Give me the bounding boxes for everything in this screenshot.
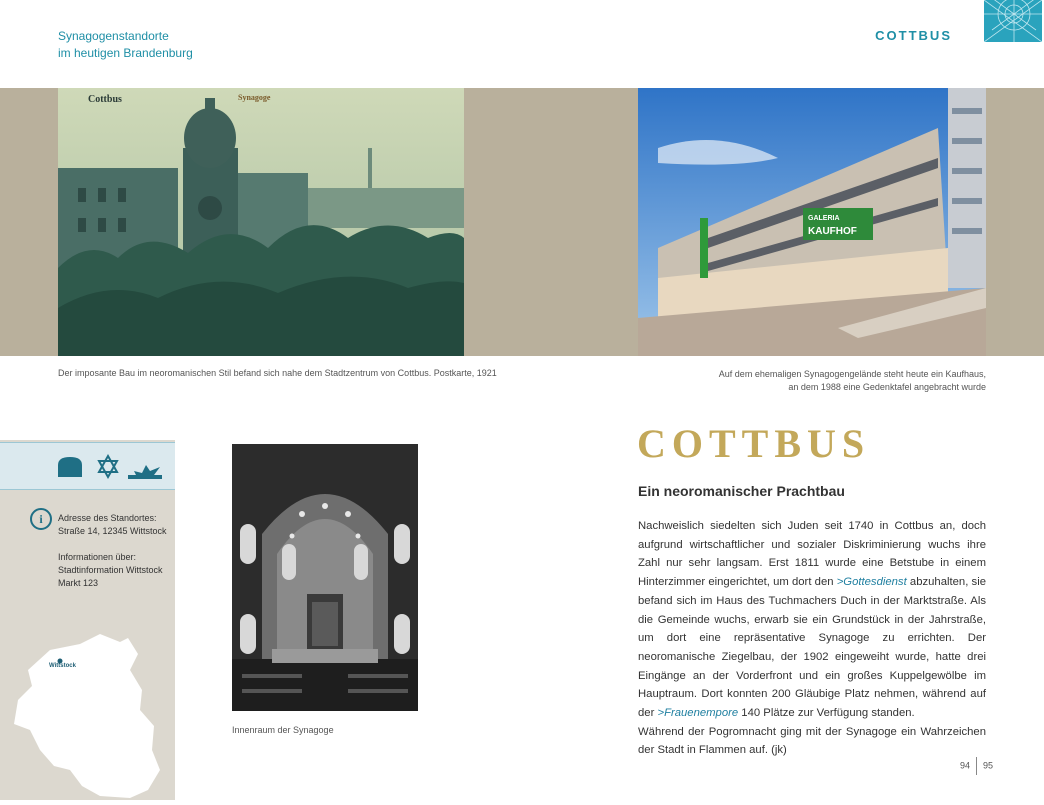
photo2-caption-line2: an dem 1988 eine Gedenktafel angebracht wurde — [788, 382, 986, 392]
frauenempore-link[interactable]: >Frauenempore — [657, 707, 739, 720]
info-label: Informationen über: — [58, 552, 137, 562]
building-icon — [58, 457, 82, 477]
body-text-paragraph2: Während der Pogromnacht ging mit der Synagoge ein Wahrzeichen der Stadt in Flammen auf. (jk) — [638, 725, 986, 757]
postcard-label-city: Cottbus — [88, 94, 122, 105]
photo3-caption: Innenraum der Synagoge — [232, 725, 334, 735]
page-number-right: 95 — [983, 760, 994, 771]
info-line2: Markt 123 — [58, 578, 99, 588]
page-number-left: 94 — [960, 760, 971, 771]
photo1-caption: Der imposante Bau im neoromanischen Stil befand sich nahe dem Stadtzentrum von Cottbus. Postkarte, 1921 — [58, 368, 497, 378]
brandenburg-map — [10, 630, 170, 800]
header-city-name: COTTBUS — [875, 28, 952, 43]
header-subtitle-line1: Synagogenstandorte — [58, 29, 169, 43]
gottesdienst-link[interactable]: >Gottesdienst — [836, 576, 907, 589]
store-sign-line2: KAUFHOF — [808, 226, 857, 237]
postcard-synagogue-photo — [58, 88, 464, 356]
header-pattern-icon — [984, 0, 1042, 42]
star-of-david-icon — [99, 456, 117, 477]
photo2-caption — [686, 368, 986, 394]
article-subtitle: Ein neoromanischer Prachtbau — [638, 483, 845, 499]
header-subtitle-line2: im heutigen Brandenburg — [58, 46, 193, 60]
info-icon: i — [30, 508, 52, 530]
address-value: Straße 14, 12345 Wittstock — [58, 526, 167, 536]
body-text-part1: Nachweislich siedelten sich Juden seit 1740 in Cottbus an, doch aufgrund wirtschaftlicher und sozialer Diskriminierung wuchs ihre Zahl nur sehr langsam. Erst 1811 wurde eine Betstube in einem Hinterzimmer eingerichtet, um dort den — [638, 520, 986, 589]
department-store-photo — [638, 88, 986, 356]
article-title: COTTBUS — [637, 421, 871, 466]
info-sidebar — [0, 440, 175, 800]
postcard-label-building: Synagoge — [238, 93, 271, 102]
body-text-part3: 140 Plätze zur Verfügung standen. — [738, 707, 915, 720]
article-body — [638, 517, 986, 760]
synagogue-interior-photo — [232, 444, 418, 711]
flame-icon — [128, 465, 162, 479]
photo2-caption-line1: Auf dem ehemaligen Synagogengelände steht heute ein Kaufhaus, — [718, 369, 986, 379]
header-subtitle — [58, 28, 193, 62]
store-sign-line1: GALERIA — [808, 215, 840, 222]
page-separator — [976, 757, 977, 775]
page-numbers — [960, 757, 993, 775]
body-text-part2: abzuhalten, sie befand sich im Haus des Tuchmachers Duch in der Marktstraße. Als die Gemeinde wuchs, erwarb sie ein Grundstück in der Jahrstraße, um dort eine repräsentative Synagoge zu errichten. Der neoromanische Ziegelbau, der 1902 eingeweiht wurde, hatte drei Eingänge an der Vorderfront und ein großes Kuppelgewölbe im Hauptraum. Dort konnten 200 Gläubige Platz nehmen, während auf der — [638, 576, 986, 720]
map-label: Wittstock — [49, 663, 76, 669]
address-label: Adresse des Standortes: — [58, 513, 157, 523]
info-line1: Stadtinformation Wittstock — [58, 565, 163, 575]
location-info — [58, 512, 167, 590]
category-icon-bar — [0, 442, 175, 490]
